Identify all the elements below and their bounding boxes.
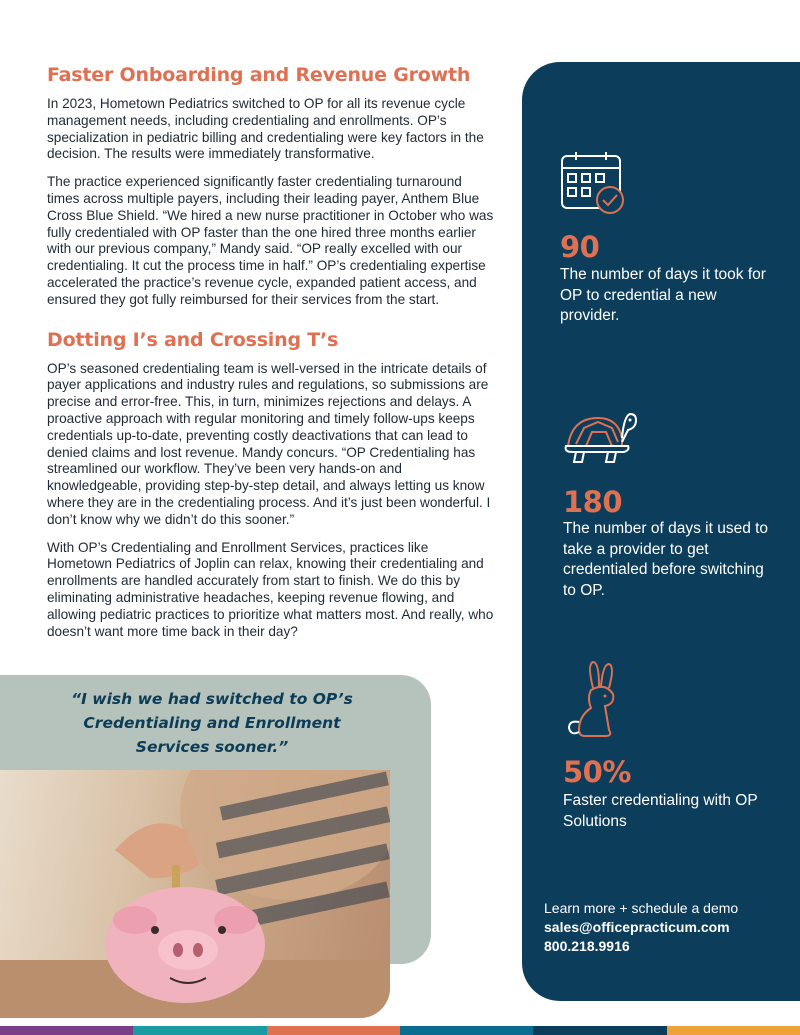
color-segment — [133, 1026, 266, 1035]
paragraph: In 2023, Hometown Pediatrics switched to OP for all its revenue cycle management needs, including credentialing and enrollments. OP’s specialization in pediatric billing and credentialing were key factors in the decision. The results were immediately transformative. — [47, 96, 484, 162]
testimonial-quote: “I wish we had switched to OP’s Credentialing and Enrollment Services sooner.” — [71, 690, 353, 756]
cta-text: Learn more + schedule a demo — [544, 900, 739, 916]
stat-description: Faster credentialing with OP Solutions — [563, 792, 758, 830]
paragraph: With OP’s Credentialing and Enrollment Services, practices like Hometown Pediatrics of Joplin can relax, knowing their credentialing and enrollments are handled accurately from start to finish. We do this by eliminating administrative headaches, keeping revenue flowing, and allowing pediatric practices to prioritize what matters most. And really, who doesn’t want more time back in their day? — [47, 539, 494, 639]
color-segment — [267, 1026, 400, 1035]
turtle-icon — [562, 408, 638, 471]
calendar-check-icon — [560, 150, 626, 223]
section-heading-dotting: Dotting I’s and Crossing T’s — [47, 328, 339, 351]
color-segment — [533, 1026, 666, 1035]
piggy-bank-illustration — [0, 770, 390, 1018]
brand-color-bar — [0, 1026, 800, 1035]
stat-number: 50% — [563, 755, 631, 789]
color-segment — [667, 1026, 800, 1035]
paragraph: OP’s seasoned credentialing team is well-versed in the intricate details of payer applications and industry rules and regulations, so submissions are precise and error-free. This, in turn, minimizes rejections and delays. A proactive approach with regular monitoring and timely follow-ups keeps credentials up-to-date, preventing costly deactivations that can lead to denied claims and lost revenue. Mandy concurs. “OP Credentialing has streamlined our workflow. They’ve been very hands-on and knowledgeable, providing step-by-step detail, and always letting us know where they are in the credentialing process. And it’s just been wonderful. I don’t know why we didn’t do this sooner.” — [47, 360, 491, 527]
paragraph: The practice experienced significantly faster credentialing turnaround times across multiple payers, including their leading payer, Anthem Blue Cross Blue Shield. “We hired a new nurse practitioner in October who was fully credentialed with OP faster than the one hired three months earlier with our previous company,” Mandy said. “OP really excelled with our credentialing. It cut the process time in half.” OP’s credentialing expertise accelerated the practice’s revenue cycle, expanded patient access, and ensured they got fully reimbursed for their services from the start. — [47, 174, 494, 307]
piggy-bank-photo — [0, 770, 390, 1018]
phone-link[interactable]: 800.218.9916 — [544, 938, 630, 954]
contact-block — [544, 899, 738, 956]
color-segment — [400, 1026, 533, 1035]
color-segment — [0, 1026, 133, 1035]
stat-description: The number of days it used to take a provider to get credentialed before switching to OP. — [563, 520, 769, 599]
email-link[interactable]: sales@officepracticum.com — [544, 919, 730, 935]
main-content — [47, 64, 497, 651]
rabbit-icon — [565, 660, 625, 745]
section-heading-onboarding: Faster Onboarding and Revenue Growth — [47, 64, 471, 86]
stat-number: 180 — [563, 485, 623, 519]
stat-description: The number of days it took for OP to credential a new provider. — [560, 266, 766, 324]
stat-number: 90 — [560, 230, 600, 264]
